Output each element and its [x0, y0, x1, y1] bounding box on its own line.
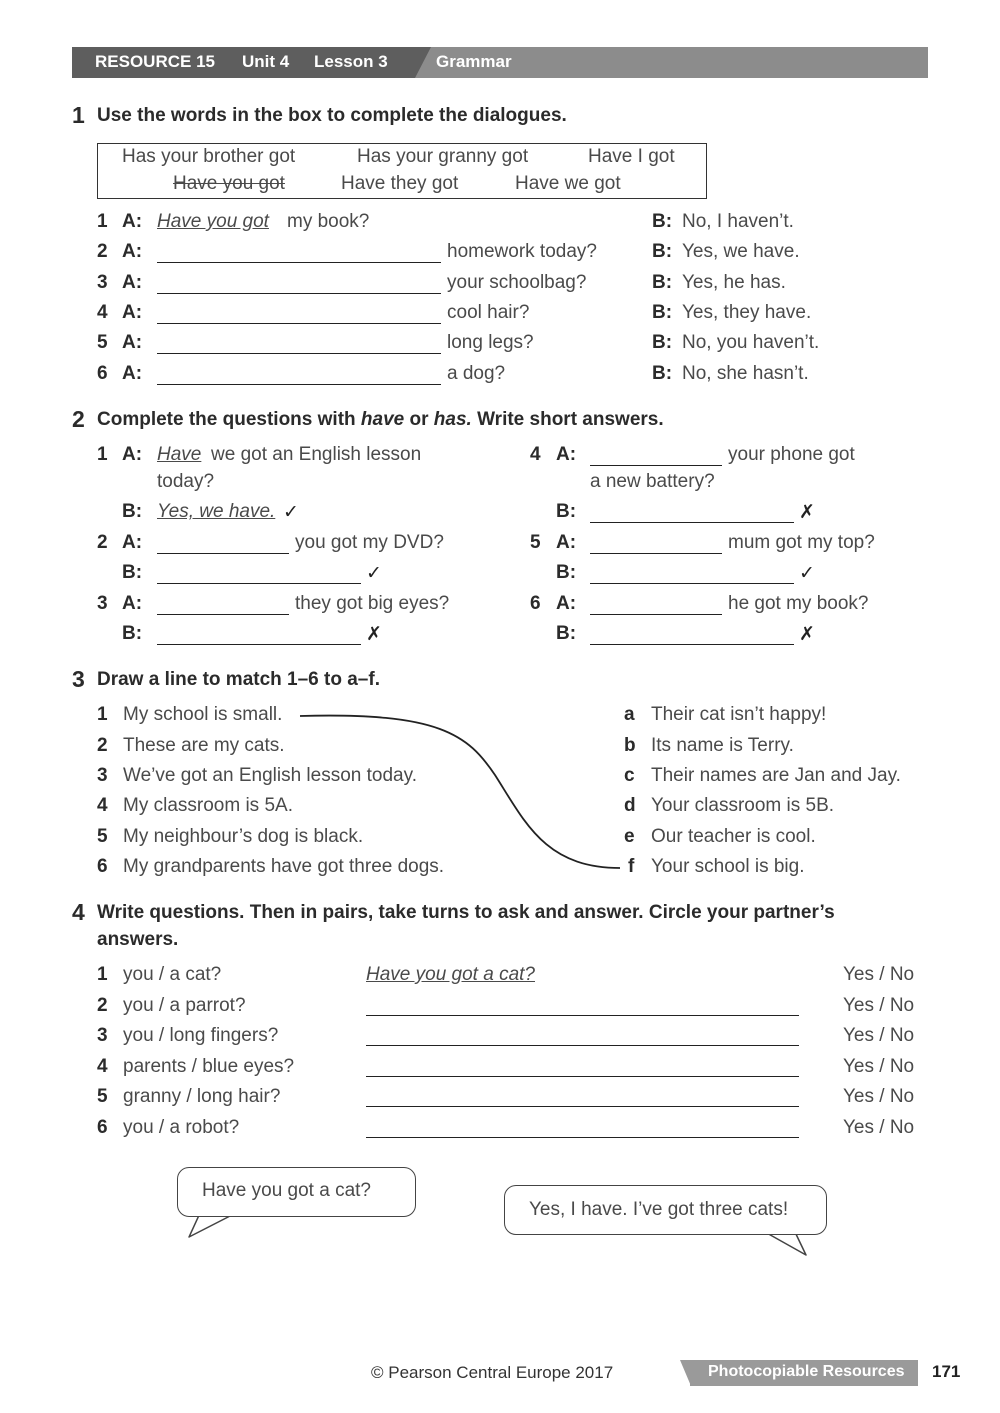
speaker-b: B: [556, 562, 577, 583]
question-rest: long legs? [447, 332, 534, 353]
reply: Yes, he has. [682, 272, 786, 293]
item-number: 1 [97, 211, 108, 232]
item-number: 2 [97, 532, 108, 553]
speaker-b: B: [652, 211, 673, 232]
speaker-b: B: [652, 363, 673, 384]
item-number: 6 [97, 363, 108, 384]
speaker-b: B: [556, 501, 577, 522]
left-item-number: 4 [97, 795, 108, 816]
ex4-number: 4 [72, 899, 85, 925]
yes-no-choice[interactable]: Yes / No [843, 1056, 915, 1077]
reply: No, she hasn’t. [682, 363, 809, 384]
yes-no-choice[interactable]: Yes / No [843, 1117, 915, 1138]
right-sentence: Your school is big. [651, 856, 805, 877]
ex1-title: Use the words in the box to complete the dialogues. [97, 105, 567, 126]
word-box-item-used: Have you got [173, 173, 285, 194]
copyright-notice: © Pearson Central Europe 2017 [371, 1363, 614, 1382]
ex3-title: Draw a line to match 1–6 to a–f. [97, 669, 380, 690]
question-rest: cool hair? [447, 302, 530, 323]
right-item-letter: d [624, 795, 636, 816]
reply: Yes, we have. [682, 241, 800, 262]
item-number: 4 [97, 1056, 108, 1077]
speaker-a: A: [122, 332, 143, 353]
ex4-title-line2: answers. [97, 929, 179, 950]
speaker-b: B: [652, 272, 673, 293]
ex2-title-has: has. [433, 409, 472, 430]
item-number: 3 [97, 1025, 108, 1046]
example-question: Have you got a cat? [366, 964, 535, 985]
item-number: 4 [530, 444, 541, 465]
tick-mark: ✓ [283, 502, 299, 523]
cross-mark: ✗ [799, 502, 815, 523]
resource-label: RESOURCE 15 [95, 52, 215, 71]
speaker-b: B: [652, 241, 673, 262]
speaker-a: A: [556, 532, 577, 553]
speech-bubble-answer-text: Yes, I have. I’ve got three cats! [529, 1199, 789, 1220]
left-item-number: 1 [97, 704, 108, 725]
photocopiable-label: Photocopiable Resources [708, 1363, 905, 1380]
ex1-number: 1 [72, 102, 85, 128]
right-sentence: Its name is Terry. [651, 735, 794, 756]
word-box-item: Has your granny got [357, 146, 529, 167]
ex4-title-line1: Write questions. Then in pairs, take turns to ask and answer. Circle your partner’s [97, 902, 835, 923]
speaker-a: A: [122, 302, 143, 323]
left-item-number: 5 [97, 826, 108, 847]
question-rest: you got my DVD? [295, 532, 444, 553]
ex2-number: 2 [72, 406, 85, 432]
speaker-a: A: [122, 241, 143, 262]
right-item-letter: e [624, 826, 635, 847]
speaker-b: B: [652, 302, 673, 323]
item-number: 1 [97, 444, 108, 465]
ex3-number: 3 [72, 666, 85, 692]
lesson-label: Lesson 3 [314, 52, 388, 71]
left-sentence: We’ve got an English lesson today. [123, 765, 417, 786]
ex2-title-part: Complete the questions with [97, 409, 361, 430]
question-rest: he got my book? [728, 593, 869, 614]
right-item-letter: c [624, 765, 635, 786]
speaker-a: A: [556, 444, 577, 465]
item-number: 5 [97, 1086, 108, 1107]
speaker-a: A: [556, 593, 577, 614]
prompt: you / a robot? [123, 1117, 240, 1138]
reply: No, you haven’t. [682, 332, 820, 353]
speaker-b: B: [122, 501, 143, 522]
question-rest: mum got my top? [728, 532, 875, 553]
question-rest: we got an English lesson [211, 444, 422, 465]
left-item-number: 6 [97, 856, 108, 877]
left-item-number: 2 [97, 735, 108, 756]
yes-no-choice[interactable]: Yes / No [843, 1086, 915, 1107]
item-number: 3 [97, 272, 108, 293]
question-rest: they got big eyes? [295, 593, 450, 614]
question-rest-line2: today? [157, 471, 215, 492]
prompt: you / long fingers? [123, 1025, 279, 1046]
speaker-a: A: [122, 593, 143, 614]
item-number: 2 [97, 995, 108, 1016]
speaker-a: A: [122, 444, 143, 465]
question-rest: homework today? [447, 241, 597, 262]
word-box-item: Have they got [341, 173, 459, 194]
item-number: 5 [97, 332, 108, 353]
right-sentence: Their cat isn’t happy! [651, 704, 827, 725]
photocopiable-label-bar [690, 1360, 918, 1386]
word-box-item: Has your brother got [122, 146, 296, 167]
speech-bubble-question-text: Have you got a cat? [202, 1180, 371, 1201]
right-item-letter: a [624, 704, 635, 725]
prompt: parents / blue eyes? [123, 1056, 295, 1077]
speaker-a: A: [122, 272, 143, 293]
speaker-b: B: [122, 623, 143, 644]
item-number: 4 [97, 302, 108, 323]
example-answer: Have you got [157, 211, 269, 232]
yes-no-choice[interactable]: Yes / No [843, 1025, 915, 1046]
left-item-number: 3 [97, 765, 108, 786]
tick-mark: ✓ [366, 563, 382, 584]
right-sentence: Your classroom is 5B. [651, 795, 835, 816]
speaker-b: B: [652, 332, 673, 353]
footer-slant [680, 1360, 692, 1386]
item-number: 2 [97, 241, 108, 262]
speaker-b: B: [556, 623, 577, 644]
speaker-a: A: [122, 211, 143, 232]
unit-label: Unit 4 [242, 52, 290, 71]
item-number: 6 [530, 593, 541, 614]
left-sentence: My classroom is 5A. [123, 795, 293, 816]
prompt: you / a parrot? [123, 995, 246, 1016]
example-reply: Yes, we have. [157, 501, 276, 522]
tick-mark: ✓ [799, 563, 815, 584]
right-item-letter: b [624, 735, 636, 756]
reply: No, I haven’t. [682, 211, 794, 232]
page-number: 171 [932, 1362, 961, 1381]
left-sentence: My school is small. [123, 704, 283, 725]
left-sentence: These are my cats. [123, 735, 285, 756]
speaker-b: B: [122, 562, 143, 583]
reply: Yes, they have. [682, 302, 812, 323]
ex2-title-have: have [360, 409, 405, 430]
item-number: 6 [97, 1117, 108, 1138]
question-rest: your phone got [728, 444, 855, 465]
speaker-a: A: [122, 363, 143, 384]
item-number: 3 [97, 593, 108, 614]
word-box-item: Have we got [515, 173, 621, 194]
right-item-letter: f [628, 856, 635, 877]
question-rest-line2: a new battery? [590, 471, 715, 492]
cross-mark: ✗ [799, 624, 815, 645]
question-rest: a dog? [447, 363, 506, 384]
yes-no-choice[interactable]: Yes / No [843, 995, 915, 1016]
left-sentence: My neighbour’s dog is black. [123, 826, 364, 847]
example-answer: Have [157, 444, 202, 465]
question-rest: my book? [287, 211, 370, 232]
speaker-a: A: [122, 532, 143, 553]
ex2-title-part: or [404, 409, 434, 430]
right-sentence: Their names are Jan and Jay. [651, 765, 901, 786]
topic-label: Grammar [436, 52, 512, 71]
prompt: you / a cat? [123, 964, 222, 985]
right-sentence: Our teacher is cool. [651, 826, 816, 847]
left-sentence: My grandparents have got three dogs. [123, 856, 445, 877]
item-number: 1 [97, 964, 108, 985]
ex2-title-part: Write short answers. [471, 409, 664, 430]
prompt: granny / long hair? [123, 1086, 281, 1107]
item-number: 5 [530, 532, 541, 553]
question-rest: your schoolbag? [447, 272, 587, 293]
word-box-item: Have I got [588, 146, 675, 167]
cross-mark: ✗ [366, 624, 382, 645]
yes-no-choice[interactable]: Yes / No [843, 964, 915, 985]
